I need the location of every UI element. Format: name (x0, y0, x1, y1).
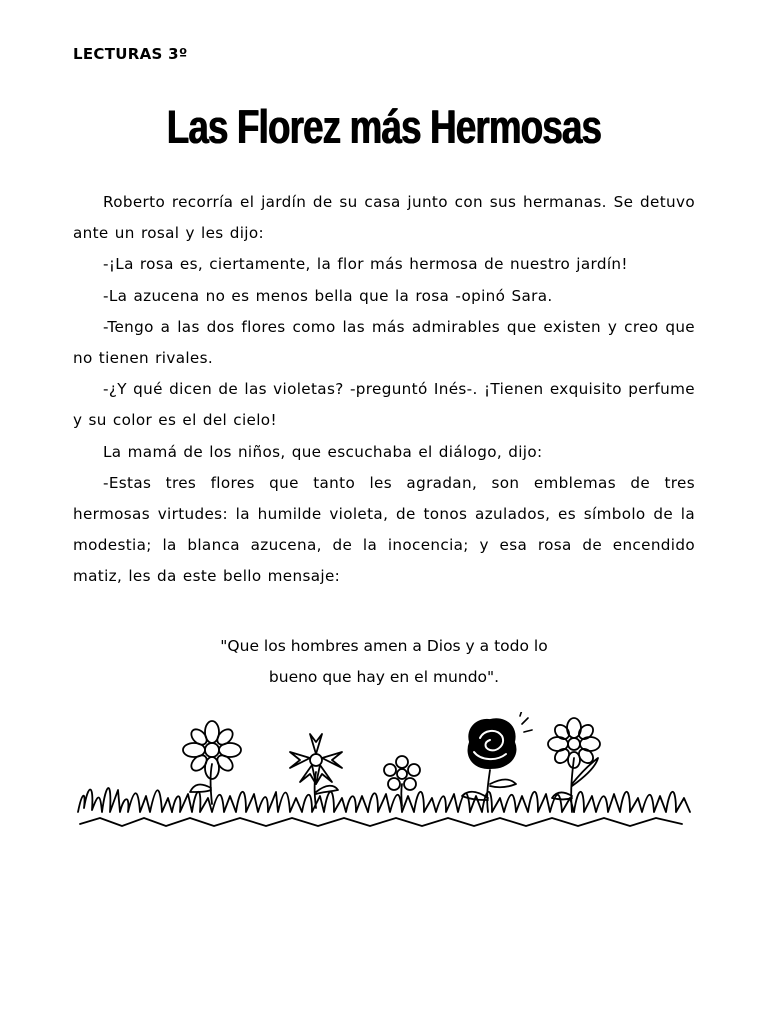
story-paragraph: La mamá de los niños, que escuchaba el diálogo, dijo: (103, 442, 543, 461)
daisy-icon (183, 721, 241, 804)
story-paragraph: -La azucena no es menos bella que la rosa -opinó Sara. (103, 286, 553, 305)
story-paragraph: -¡La rosa es, ciertamente, la flor más hermosa de nuestro jardín! (103, 255, 628, 274)
closing-quote (0, 631, 768, 693)
small-flower-icon (384, 756, 420, 806)
header-label: LECTURAS 3º (73, 45, 188, 63)
story-text (73, 187, 695, 593)
lily-icon (290, 734, 342, 808)
story-paragraph: -Tengo a las dos flores como las más admirables que existen y creo que no tienen rivales. (73, 317, 695, 368)
story-paragraph: -¿Y qué dicen de las violetas? -preguntó Inés-. ¡Tienen exquisito perfume y su color es el del cielo! (73, 380, 695, 430)
quote-line: "Que los hombres amen a Dios y a todo lo (220, 637, 548, 655)
quote-line: bueno que hay en el mundo". (268, 668, 500, 686)
page-title: Las Florez más Hermosas (166, 100, 602, 153)
flower-garden-drawing (70, 712, 702, 840)
story-paragraph: Roberto recorría el jardín de su casa junto con sus hermanas. Se detuvo ante un rosal y les dijo: (73, 193, 695, 243)
grass-icon (78, 788, 690, 826)
story-paragraph: -Estas tres flores que tanto les agradan, son emblemas de tres hermosas virtudes: la humilde violeta, de tonos azulados, es símbolo de la modestia; la blanca azucena, de la inocencia; y esa rosa de encendido matiz, les da este bello mensaje: (73, 473, 695, 586)
